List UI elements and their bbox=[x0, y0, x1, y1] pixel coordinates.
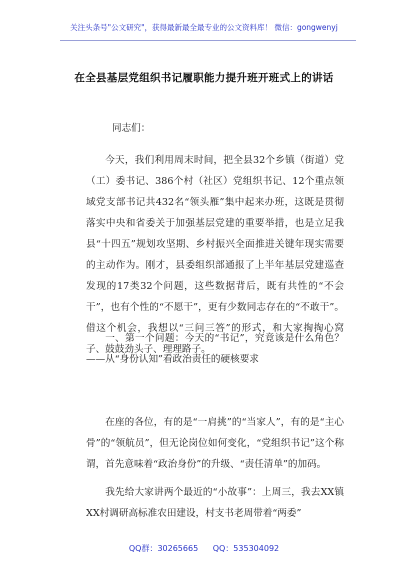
paragraph-1-text: 今天，我们利用周末时间，把全县32个乡镇（街道）党（工）委书记、386个村（社区）党组织书记、12个重点领域党支部书记共432名“领头雁”集中起来办班，这既是贯彻落实中央和省委关于加强基层党建的重要举措，也是立足我县“十四五”规划攻坚期、乡村振兴全面推进关键年现实需要的主动作为。刚才，县委组织部通报了上半年基层党建巡查发现的17类32个问题，这些数据背后，既有共性的“不会干”，也有个性的“不愿干”，更有少数同志存在的“不敢干”。借这个机会，我想以“三问三答”的形式，和大家掏掏心窝子、鼓鼓劲头子、理理路子。 bbox=[86, 155, 344, 355]
section-heading-1-text: 一、第一个问题：今天的“书记”，究竟该是什么角色？——从“身份认知”看政治责任的硬核要求 bbox=[86, 333, 344, 365]
paragraph-3 bbox=[86, 482, 344, 524]
footer-qq: QQ：535304092 bbox=[212, 544, 280, 553]
footer-qq-group: QQ群：30265665 bbox=[128, 544, 199, 553]
footer-contact bbox=[0, 543, 408, 554]
page-title: 在全县基层党组织书记履职能力提升班开班式上的讲话 bbox=[74, 72, 334, 84]
section-heading-1 bbox=[86, 328, 344, 370]
header-note: 关注头条号"公文研究"，获得最新最全最专业的公文资料库！ 微信：gongwenyj bbox=[70, 23, 338, 32]
header-divider bbox=[60, 40, 356, 41]
paragraph-3-text: 我先给大家讲两个最近的“小故事”：上周三，我去XX镇XX村调研高标准农田建设，村支书老周带着“两委” bbox=[86, 487, 344, 519]
paragraph-2 bbox=[86, 412, 344, 475]
paragraph-2-text: 在座的各位，有的是“一肩挑”的“当家人”，有的是“主心骨”的“领航员”，但无论岗位如何变化，“党组织书记”这个称谓，首先意味着“政治身份”的升级、“责任清单”的加码。 bbox=[86, 417, 344, 470]
salutation: 同志们： bbox=[112, 123, 151, 134]
